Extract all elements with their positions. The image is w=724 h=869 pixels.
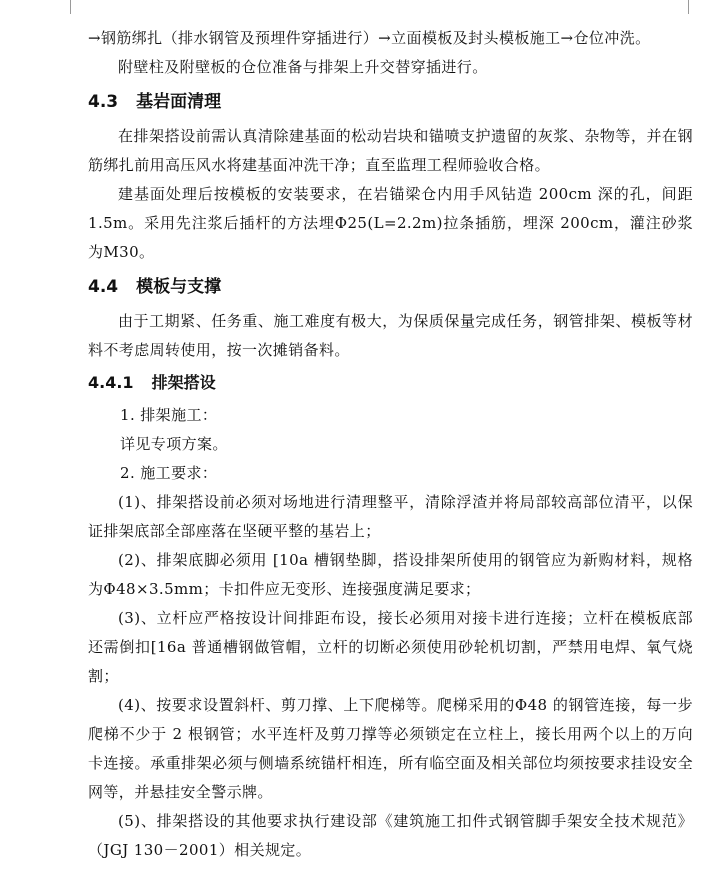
paragraph-wall-column: 附壁柱及附壁板的仓位准备与排架上升交替穿插进行。 xyxy=(118,58,488,76)
heading-4-4 xyxy=(88,267,693,307)
heading-number: 4.3 xyxy=(88,92,119,112)
paragraph-bedrock-cleanup: 在排架搭设前需认真清除建基面的松动岩块和锚喷支护遗留的灰浆、杂物等，并在钢筋绑扎前用高压风水将建基面冲洗干净；直至监理工程师验收合格。 xyxy=(88,127,693,174)
requirement-3: (3)、立杆应严格按设计间排距布设，接长必须用对接卡进行连接；立杆在模板底部还需倒扣[16a 普通槽钢做管帽，立杆的切断必须使用砂轮机切割，严禁用电焊、氧气烧割； xyxy=(88,609,693,685)
list-item-requirements: 2. 施工要求： xyxy=(120,464,218,482)
heading-title: 基岩面清理 xyxy=(136,92,222,112)
requirement-2: (2)、排架底脚必须用 [10a 槽钢垫脚，搭设排架所使用的钢管应为新购材料，规格为Φ48×3.5mm；卡扣件应无变形、连接强度满足要求； xyxy=(88,551,693,598)
paragraph-bedrock-anchor: 建基面处理后按模板的安装要求，在岩锚梁仓内用手风钻造 200cm 深的孔，间距1.5m。采用先注浆后插杆的方法埋Φ25(L=2.2m)拉条插筋，埋深 200cm，灌注砂浆为M30。 xyxy=(88,185,693,261)
crop-mark-left xyxy=(70,0,71,14)
requirement-5: (5)、排架搭设的其他要求执行建设部《建筑施工扣件式钢管脚手架安全技术规范》（JGJ 130－2001）相关规定。 xyxy=(88,812,693,859)
paragraph-formwork-intro: 由于工期紧、任务重、施工难度有极大，为保质保量完成任务，钢管排架、模板等材料不考虑周转使用，按一次摊销备料。 xyxy=(88,312,693,359)
crop-mark-right xyxy=(688,0,689,14)
requirement-1: (1)、排架搭设前必须对场地进行清理整平，清除浮渣并将局部较高部位清平，以保证排架底部全部座落在坚硬平整的基岩上； xyxy=(88,493,693,540)
list-item-scaffold-construction: 1. 排架施工： xyxy=(120,406,218,424)
list-item-see-plan: 详见专项方案。 xyxy=(120,435,228,453)
heading-number: 4.4 xyxy=(88,277,119,297)
heading-4-4-1 xyxy=(88,365,693,401)
heading-title: 排架搭设 xyxy=(151,373,216,392)
heading-number: 4.4.1 xyxy=(88,373,134,392)
requirement-4: (4)、按要求设置斜杆、剪刀撑、上下爬梯等。爬梯采用的Φ48 的钢管连接，每一步爬梯不少于 2 根钢管；水平连杆及剪刀撑等必须锁定在立柱上，接长用两个以上的万向卡连接。承重排架必须与侧墙系统锚杆相连，所有临空面及相关部位均须按要求挂设安全网等，并悬挂安全警示牌。 xyxy=(88,696,693,801)
document-page xyxy=(88,24,693,865)
paragraph-process-flow: →钢筋绑扎（排水钢管及预埋件穿插进行）→立面模板及封头模板施工→仓位冲洗。 xyxy=(88,29,651,47)
heading-title: 模板与支撑 xyxy=(136,277,222,297)
heading-4-3 xyxy=(88,82,693,122)
